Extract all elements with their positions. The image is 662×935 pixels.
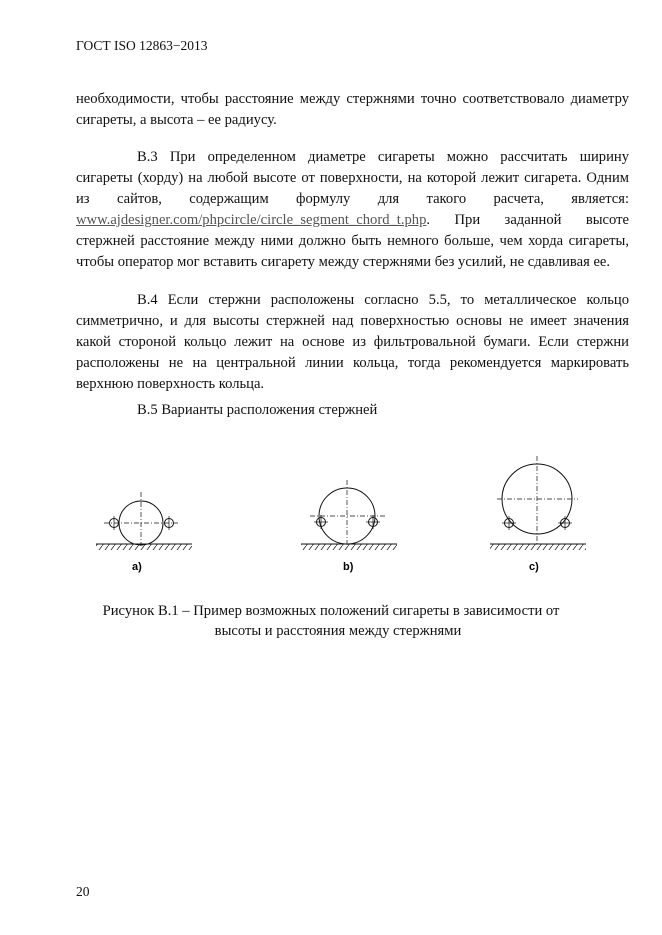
website-link[interactable]: www.ajdesigner.com/phpcircle/circle_segment_chord_t.php [76,212,427,228]
figure-caption-line-1: Рисунок В.1 – Пример возможных положений сигареты в зависимости от [102,603,560,619]
paragraph-continuation: необходимости, чтобы расстояние между стержнями точно соответствовало диаметру сигареты, а высота – ее радиусу. [76,91,629,128]
document-header: ГОСТ ISO 12863−2013 [76,38,208,53]
paragraph-b5: В.5 Варианты расположения стержней [137,402,378,418]
figure-variant-c [490,456,586,573]
figure-label-c: c) [529,561,539,573]
figure-label-b: b) [343,561,354,573]
page-number: 20 [76,884,90,899]
figure-label-a: a) [132,561,142,573]
figure-rod-positions [0,450,662,590]
figure-caption-line-2: высоты и расстояния между стержнями [214,623,462,639]
figure-caption [0,601,662,641]
figure-variant-b [301,480,397,573]
paragraph-b4: В.4 Если стержни расположены согласно 5.5, то металлическое кольцо симметрично, и для высоты стержней над поверхностью основы не имеет значения какой стороной кольцо лежит на основе из фильтровальной бумаги. Если стержни расположены не на центральной линии кольца, тогда рекомендуется маркировать верхнюю поверхность кольца. [76,292,629,392]
paragraph-b3 [76,147,629,273]
figure-variant-a [96,492,192,573]
paragraph-b3-text-end: . При заданной высоте стержней расстояние между ними должно быть немного больше, чем хорда сигареты, чтобы оператор мог вставить сигарету между стержнями без усилий, не сдавливая ее. [76,212,629,270]
paragraph-b3-text-start: В.3 При определенном диаметре сигареты можно рассчитать ширину сигареты (хорду) на любой высоте от поверхности, на которой лежит сигарета. Одним из сайтов, содержащим формулу для такого расчета, является: [76,149,629,207]
